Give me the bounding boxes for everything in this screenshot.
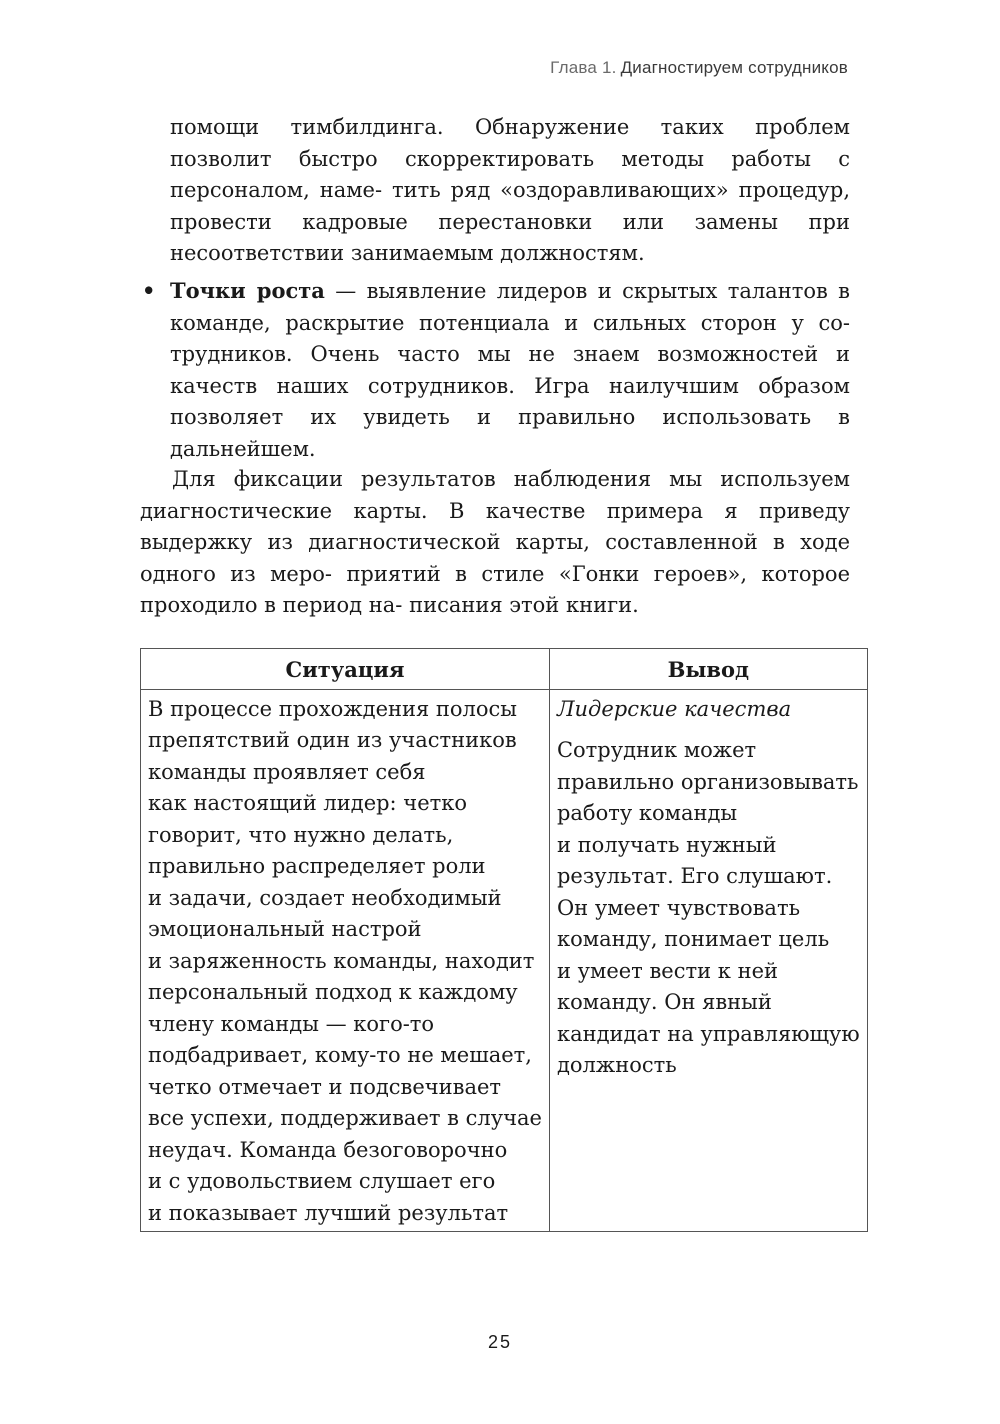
text-line: должностям. xyxy=(500,241,645,265)
chapter-title: Диагностируем сотрудников xyxy=(620,58,848,77)
cell-line: команды проявляет себя xyxy=(148,759,426,784)
paragraph-intro xyxy=(140,464,850,622)
text-line: Для фиксации результатов наблюдения мы используем xyxy=(172,467,850,491)
running-head xyxy=(550,58,848,78)
cell-line: команду, понимает цель xyxy=(556,927,830,951)
cell-line: должность xyxy=(556,1053,677,1077)
cell-line: препятствий один из участников xyxy=(148,728,517,752)
cell-line: члену команды — кого-то xyxy=(148,1011,435,1036)
conclusion-cell xyxy=(549,689,867,1232)
text-line: из диагностической карты, составленной в ходе одного из меро- xyxy=(140,530,850,586)
text-line: в команде, раскрытие потенциала и сильных сторон у со- xyxy=(170,279,850,335)
cell-line: и с удовольствием слушает его xyxy=(148,1169,496,1193)
page-number: 25 xyxy=(487,1332,513,1352)
cell-line: Сотрудник может xyxy=(556,738,757,762)
cell-line: В процессе прохождения полосы xyxy=(148,696,518,721)
cell-line: и показывает лучший результат xyxy=(148,1200,509,1225)
cell-line: команду. Он явный xyxy=(556,990,772,1014)
text-line: быстро скорректировать методы работы с персоналом, наме- xyxy=(170,146,850,202)
cell-line: кандидат на управляющую xyxy=(556,1021,860,1046)
column-header-situation: Ситуация xyxy=(141,649,550,690)
cell-line: и получать нужный xyxy=(556,832,777,857)
text-line: перестановки или замены при несоответствии занимаемым xyxy=(170,209,850,265)
paragraph-continued xyxy=(170,112,850,270)
text-line: писания этой книги. xyxy=(409,593,639,617)
cell-line: и задачи, создает необходимый xyxy=(148,885,502,910)
text-line: наших сотрудников. Игра наилучшим образом позволяет их xyxy=(170,373,850,429)
text-line: диагностические карты. В качестве примера я приведу выдержку xyxy=(140,498,850,554)
cell-line: неудач. Команда безоговорочно xyxy=(148,1137,508,1162)
cell-line: Он умеет чувствовать xyxy=(556,895,800,920)
diagnostic-card-table xyxy=(140,648,868,1232)
chapter-number: Глава 1. xyxy=(550,58,617,77)
bullet-marker: • xyxy=(142,278,156,303)
text-line: увидеть и правильно использовать в дальнейшем. xyxy=(170,405,850,461)
cell-line: эмоциональный настрой xyxy=(148,917,422,941)
cell-line: все успехи, поддерживает в случае xyxy=(148,1106,542,1130)
cell-line: правильно распределяет роли xyxy=(148,854,486,878)
cell-line: и заряженность команды, находит xyxy=(148,948,535,973)
text-line: тить ряд «оздоравливающих» процедур, провести кадровые xyxy=(170,178,850,234)
cell-line: правильно организовывать xyxy=(556,769,859,794)
text-line: трудников. Очень часто мы не знаем возможностей и качеств xyxy=(170,342,850,398)
column-header-conclusion: Вывод xyxy=(549,649,867,690)
text-line: помощи тимбилдинга. Обнаружение таких проблем позволит xyxy=(170,115,850,171)
table-header-row xyxy=(141,649,868,690)
cell-line: работу команды xyxy=(556,801,738,825)
table-row xyxy=(141,689,868,1232)
text-line: приятий в стиле «Гонки героев», которое проходило в период на- xyxy=(140,561,850,617)
cell-line: результат. Его слушают. xyxy=(556,864,833,888)
bullet-growth-points xyxy=(142,275,850,465)
cell-line: подбадривает, кому-то не мешает, xyxy=(148,1043,532,1067)
conclusion-label: Лидерские качества xyxy=(556,696,792,721)
cell-line: персональный подход к каждому xyxy=(148,980,518,1004)
cell-line: говорит, что нужно делать, xyxy=(148,822,454,847)
bullet-term: Точки роста xyxy=(170,278,325,303)
cell-line: четко отмечает и подсвечивает xyxy=(148,1074,502,1099)
cell-line: как настоящий лидер: четко xyxy=(148,791,468,815)
situation-cell xyxy=(141,689,550,1232)
text-line: — выявление лидеров и скрытых талантов xyxy=(324,279,828,303)
cell-line: и умеет вести к ней xyxy=(556,958,779,983)
